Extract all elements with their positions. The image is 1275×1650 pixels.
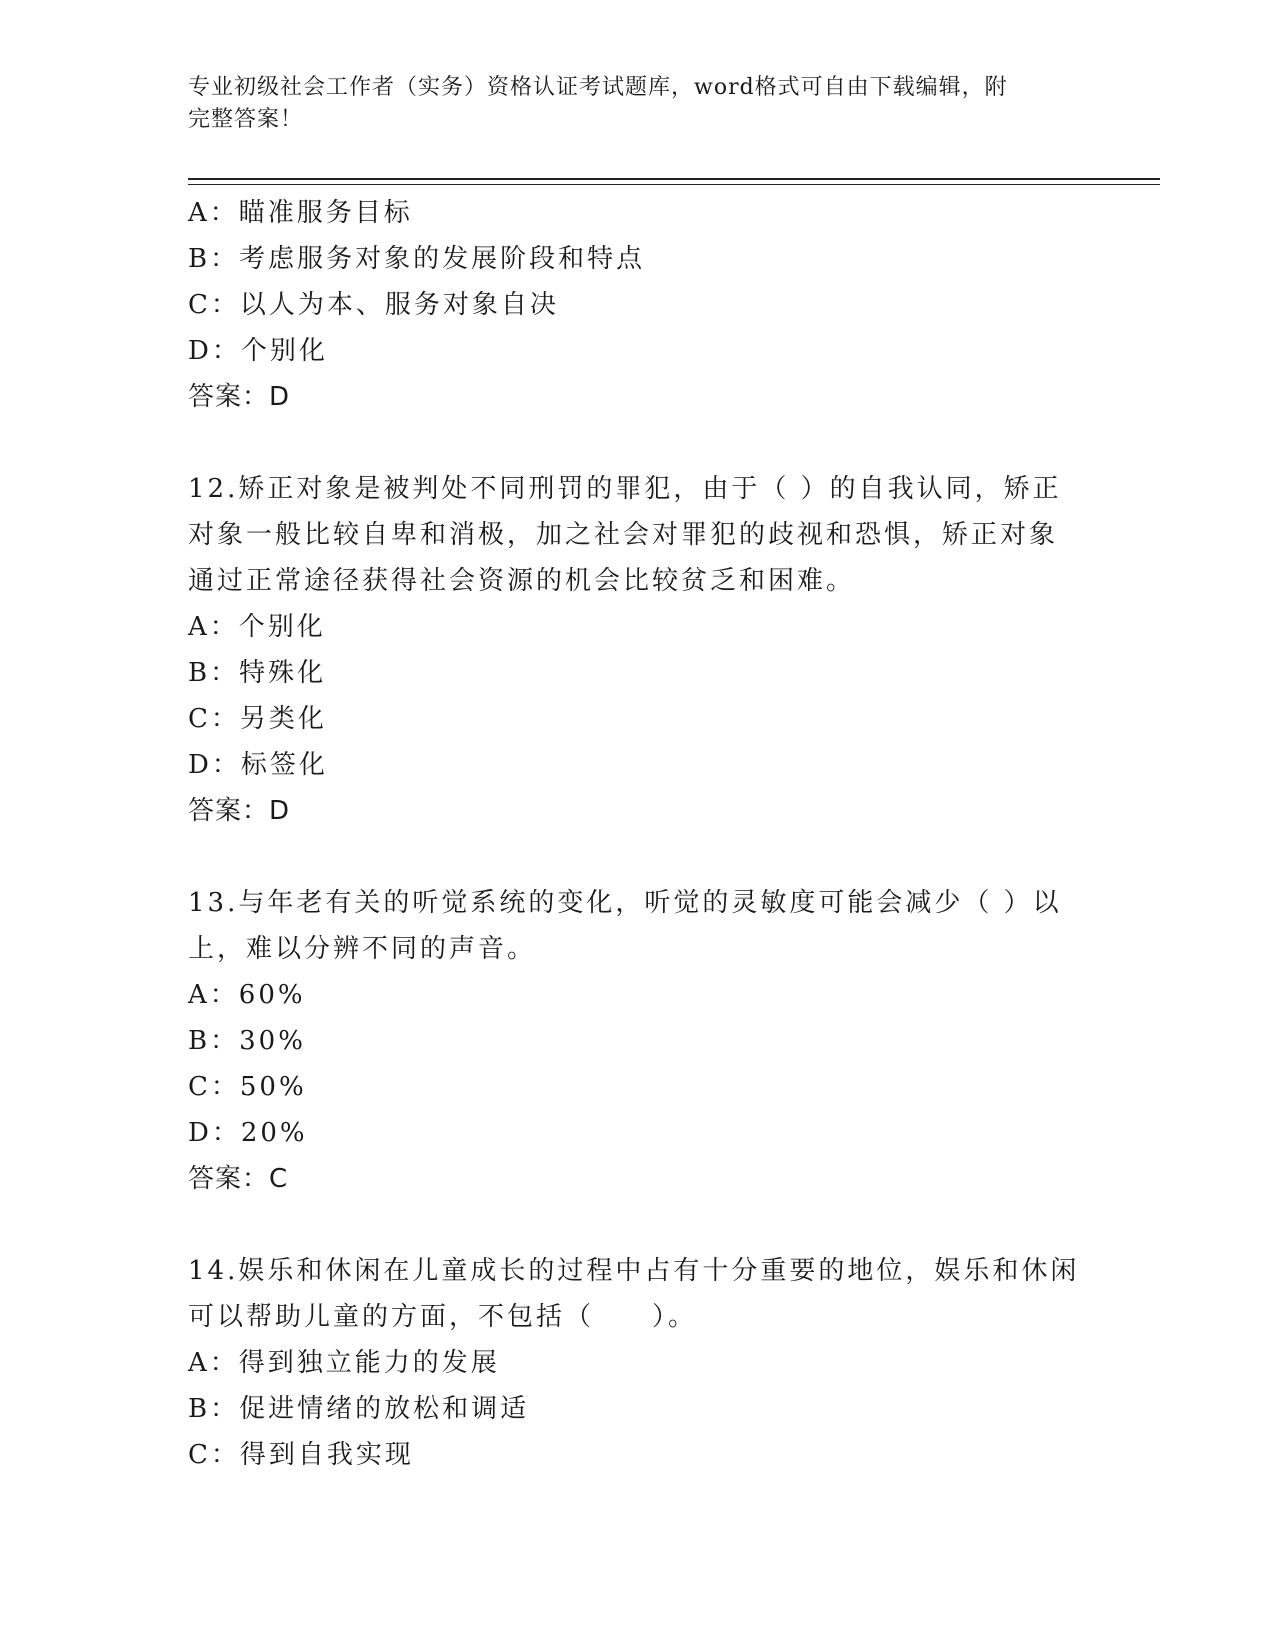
header-rule-thin xyxy=(188,184,1160,185)
option-b: B：考虑服务对象的发展阶段和特点 xyxy=(188,244,646,274)
option-b: B：30% xyxy=(188,1026,306,1056)
page-header xyxy=(188,72,1078,136)
option-c: C：得到自我实现 xyxy=(188,1440,414,1470)
question-stem-line: 对象一般比较自卑和消极，加之社会对罪犯的歧视和恐惧，矫正对象 xyxy=(188,520,1059,550)
option-d: D：20% xyxy=(188,1118,308,1148)
option-d: D：标签化 xyxy=(188,750,328,780)
option-b: B：特殊化 xyxy=(188,658,327,688)
question-stem-line: 14.娱乐和休闲在儿童成长的过程中占有十分重要的地位，娱乐和休闲 xyxy=(188,1256,1080,1286)
answer: 答案：D xyxy=(188,382,291,412)
question-13 xyxy=(188,880,1088,1202)
question-stem-line: 可以帮助儿童的方面，不包括（ ）。 xyxy=(188,1302,698,1332)
option-c: C：50% xyxy=(188,1072,307,1102)
question-list xyxy=(188,190,1088,1478)
question-stem-line: 通过正常途径获得社会资源的机会比较贫乏和困难。 xyxy=(188,566,856,596)
question-11 xyxy=(188,190,1088,420)
option-a: A：个别化 xyxy=(188,612,326,642)
question-stem-line: 13.与年老有关的听觉系统的变化，听觉的灵敏度可能会减少（ ）以 xyxy=(188,888,1062,918)
option-c: C：另类化 xyxy=(188,704,327,734)
option-c: C：以人为本、服务对象自决 xyxy=(188,290,559,320)
option-b: B：促进情绪的放松和调适 xyxy=(188,1394,530,1424)
option-a: A：瞄准服务目标 xyxy=(188,198,413,228)
question-stem-line: 12.矫正对象是被判处不同刑罚的罪犯，由于（ ）的自我认同，矫正 xyxy=(188,474,1062,504)
question-12 xyxy=(188,466,1088,834)
header-line-1: 专业初级社会工作者（实务）资格认证考试题库，word格式可自由下载编辑，附 xyxy=(188,75,1008,100)
option-a: A：60% xyxy=(188,980,306,1010)
option-d: D：个别化 xyxy=(188,336,328,366)
answer: 答案：C xyxy=(188,1164,289,1194)
answer: 答案：D xyxy=(188,796,291,826)
header-rule-thick xyxy=(188,178,1160,180)
option-a: A：得到独立能力的发展 xyxy=(188,1348,500,1378)
header-line-2: 完整答案！ xyxy=(188,107,304,132)
question-14 xyxy=(188,1248,1088,1478)
question-stem-line: 上，难以分辨不同的声音。 xyxy=(188,934,537,964)
